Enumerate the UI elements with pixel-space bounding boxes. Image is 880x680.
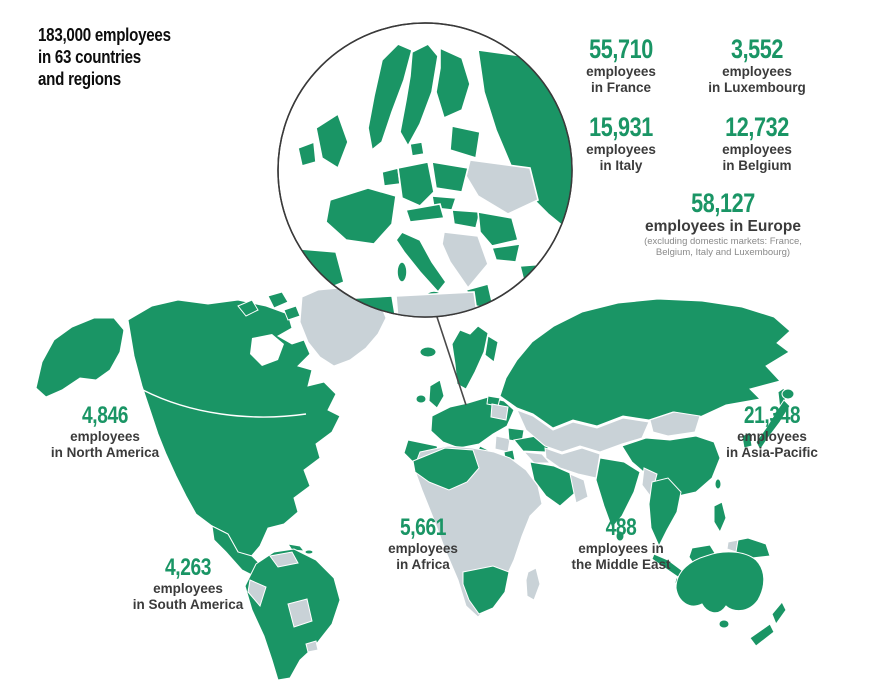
- stat-africa-value: 5,661: [399, 514, 447, 541]
- map-tasmania: [719, 620, 729, 628]
- stat-europe: [644, 188, 802, 258]
- inset-turkey: [520, 262, 574, 292]
- stat-south-america-value: 4,263: [164, 554, 212, 581]
- stat-south-america: [133, 554, 244, 613]
- stat-middle-east: [571, 514, 670, 573]
- total-employees-title: [38, 24, 231, 90]
- inset-benelux: [382, 168, 400, 186]
- stat-luxembourg: [708, 34, 806, 96]
- stat-north-america: [51, 402, 159, 461]
- stat-italy-label1: employees: [586, 142, 656, 157]
- stat-africa: [388, 514, 458, 573]
- stat-north-america-label1: employees: [70, 429, 140, 444]
- inset-poland: [432, 162, 468, 192]
- stat-north-america-value: 4,846: [81, 402, 129, 429]
- map-new-zealand-south: [750, 624, 774, 646]
- map-finland: [485, 336, 498, 362]
- inset-denmark: [410, 142, 424, 156]
- map-iceland: [420, 347, 436, 357]
- stat-belgium-value: 12,732: [725, 112, 789, 142]
- stat-belgium-label2: in Belgium: [722, 158, 792, 173]
- inset-sardinia: [397, 262, 407, 282]
- title-line3: and regions: [38, 69, 121, 89]
- stat-africa-label2: in Africa: [396, 557, 450, 572]
- stat-france-label1: employees: [586, 64, 656, 79]
- map-australia: [676, 552, 764, 613]
- map-caribbean-island: [305, 550, 313, 554]
- stat-asia-pacific-label1: employees: [737, 429, 807, 444]
- stat-france-label2: in France: [590, 80, 652, 95]
- map-alaska: [36, 318, 124, 397]
- map-hokkaido: [782, 389, 794, 399]
- stat-italy: [581, 112, 661, 174]
- stat-south-america-label1: employees: [153, 581, 223, 596]
- stat-france: [581, 34, 661, 96]
- border-alaska: [124, 330, 128, 384]
- map-madagascar: [526, 568, 540, 600]
- stat-middle-east-label1: employees in: [578, 541, 664, 556]
- inset-bulgaria: [492, 244, 520, 262]
- stat-belgium: [717, 112, 797, 174]
- map-belarus: [491, 404, 508, 420]
- world-map: [36, 288, 794, 680]
- stat-middle-east-value: 488: [605, 514, 637, 541]
- stat-europe-note2: Belgium, Italy and Luxembourg): [655, 247, 791, 258]
- stat-italy-value: 15,931: [589, 112, 653, 142]
- map-new-zealand-north: [772, 602, 786, 624]
- stat-luxembourg-label1: employees: [722, 64, 792, 79]
- map-balkans: [495, 436, 510, 452]
- stat-south-america-label2: in South America: [132, 597, 244, 612]
- stat-europe-label: employees in Europe: [645, 218, 801, 235]
- map-taiwan: [715, 479, 721, 489]
- stat-europe-note1: (excluding domestic markets: France,: [644, 236, 802, 247]
- stat-italy-label2: in Italy: [599, 158, 643, 173]
- stat-belgium-label1: employees: [722, 142, 792, 157]
- stat-europe-value: 58,127: [691, 188, 755, 218]
- stat-luxembourg-value: 3,552: [730, 34, 784, 64]
- europe-inset-map: [278, 23, 580, 320]
- stat-france-value: 55,710: [589, 34, 653, 64]
- stat-asia-pacific-value: 21,348: [743, 402, 801, 429]
- title-line2: in 63 countries: [38, 47, 141, 67]
- stat-asia-pacific: [726, 402, 818, 461]
- title-line1: 183,000 employees: [38, 25, 171, 45]
- map-west-papua: [727, 540, 738, 552]
- stat-luxembourg-label2: in Luxembourg: [708, 80, 806, 95]
- map-arctic-island: [268, 292, 288, 308]
- map-uk: [429, 380, 444, 408]
- map-philippines: [714, 502, 726, 532]
- stat-africa-label1: employees: [388, 541, 458, 556]
- stat-north-america-label2: in North America: [50, 445, 160, 460]
- stat-asia-pacific-label2: in Asia-Pacific: [726, 445, 818, 460]
- map-oman-yemen: [570, 474, 588, 503]
- map-ireland: [416, 395, 426, 403]
- stat-middle-east-label2: the Middle East: [571, 557, 671, 572]
